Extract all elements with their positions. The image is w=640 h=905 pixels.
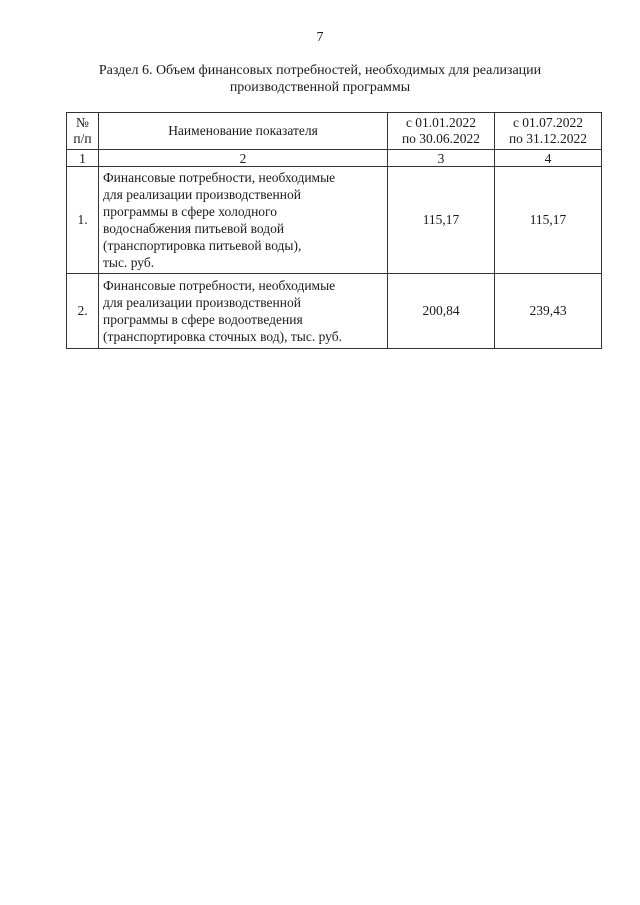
header-period-2 <box>495 113 602 150</box>
header-period-2-line-1: с 01.07.2022 <box>512 115 584 130</box>
header-period-1 <box>388 113 495 150</box>
indicator-name-line: водоснабжения питьевой водой <box>103 221 285 236</box>
table-row <box>67 274 602 349</box>
indicator-name <box>99 274 388 349</box>
section-title-line-2: производственной программы <box>229 80 411 95</box>
indicator-name <box>99 167 388 274</box>
header-period-1-line-2: по 30.06.2022 <box>401 131 481 146</box>
row-number: 1. <box>67 167 99 274</box>
value-period-2: 115,17 <box>495 167 602 274</box>
indicator-name-line: для реализации производственной <box>103 187 301 202</box>
header-num <box>67 113 99 150</box>
indicator-name-line: программы в сфере холодного <box>103 204 277 219</box>
value-period-1: 115,17 <box>388 167 495 274</box>
indicator-name-line: (транспортировка питьевой воды), <box>103 238 302 253</box>
header-num-line-1: № <box>76 115 89 130</box>
column-index: 2 <box>99 150 388 167</box>
table-row <box>67 167 602 274</box>
column-index: 4 <box>495 150 602 167</box>
table-header-row <box>67 113 602 150</box>
financial-needs-table <box>66 112 602 349</box>
header-period-2-line-2: по 31.12.2022 <box>508 131 588 146</box>
indicator-name-line: для реализации производственной <box>103 295 301 310</box>
row-number: 2. <box>67 274 99 349</box>
indicator-name-line: Финансовые потребности, необходимые <box>103 278 336 293</box>
section-title-line-1: Раздел 6. Объем финансовых потребностей, необходимых для реализации <box>98 63 542 78</box>
column-index: 3 <box>388 150 495 167</box>
indicator-name-line: Финансовые потребности, необходимые <box>103 170 336 185</box>
column-index-row <box>67 150 602 167</box>
header-period-1-line-1: с 01.01.2022 <box>405 115 477 130</box>
indicator-name-line: (транспортировка сточных вод), тыс. руб. <box>103 329 342 344</box>
value-period-2: 239,43 <box>495 274 602 349</box>
header-num-line-2: п/п <box>73 131 92 146</box>
page-number: 7 <box>316 30 324 45</box>
header-name: Наименование показателя <box>99 113 388 150</box>
indicator-name-line: программы в сфере водоотведения <box>103 312 303 327</box>
section-title <box>60 62 580 96</box>
value-period-1: 200,84 <box>388 274 495 349</box>
indicator-name-line: тыс. руб. <box>103 255 155 270</box>
column-index: 1 <box>67 150 99 167</box>
